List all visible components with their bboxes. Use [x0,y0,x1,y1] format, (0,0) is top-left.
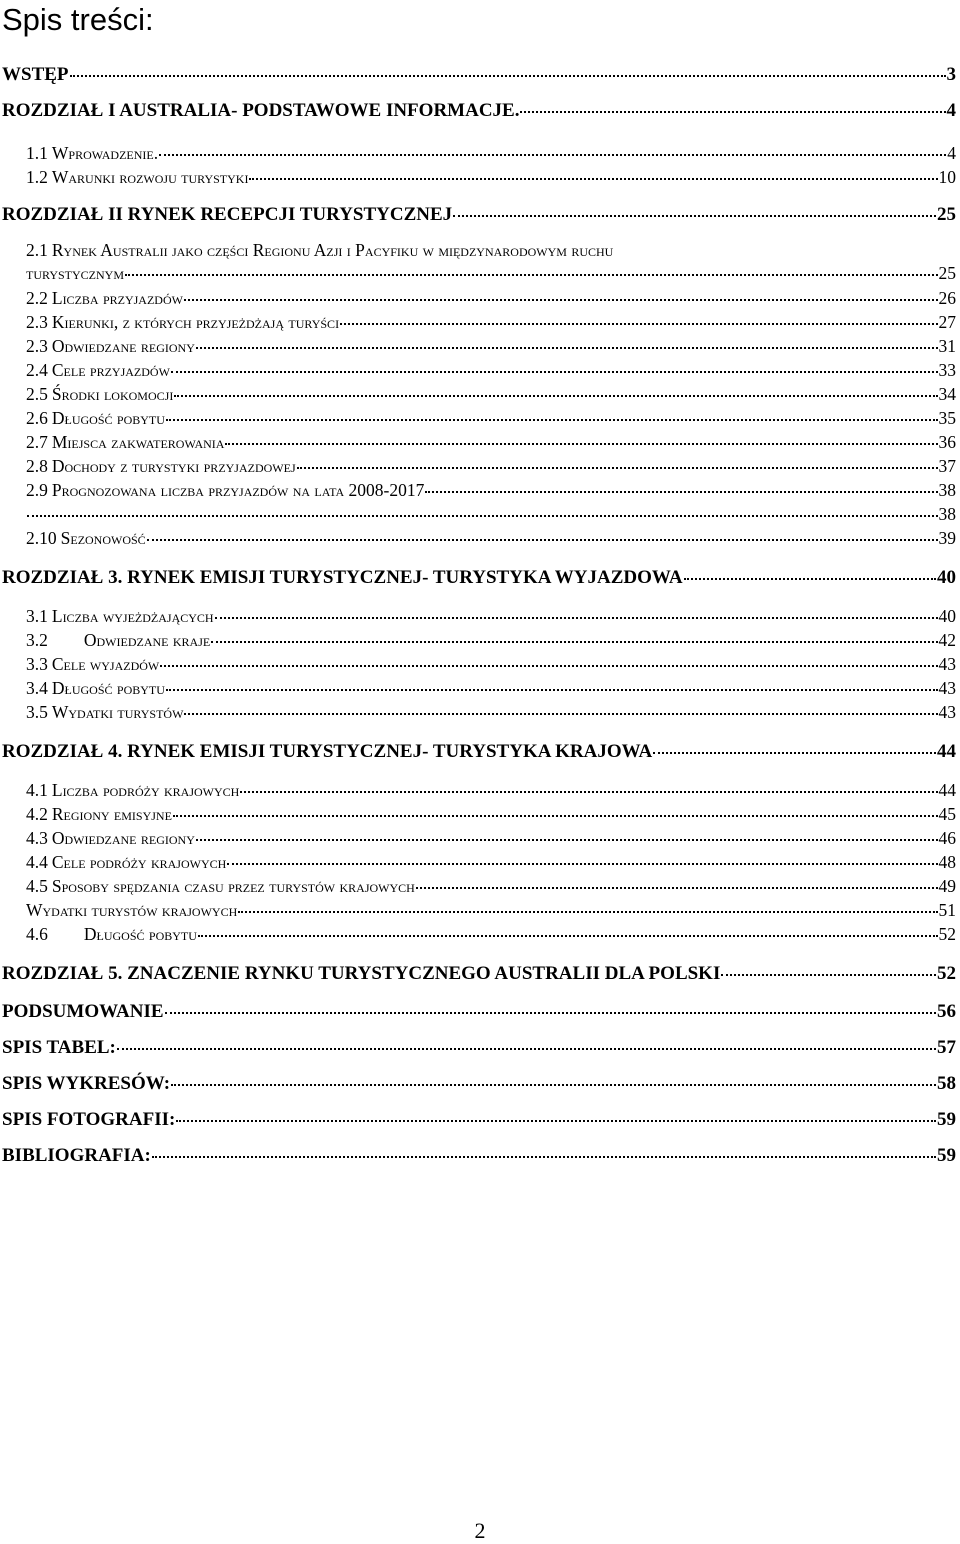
toc-entry[interactable] [26,240,956,261]
toc-entry-text: Kierunki, z których przyjeżdżają turyści [51,312,340,332]
toc-entry-label [26,360,170,381]
dot-leader [425,491,937,493]
toc-entry-number: 1.1 [26,143,48,163]
toc-entry-text: Wydatki turystów krajowych [26,900,238,920]
toc-entry[interactable] [26,606,956,627]
toc-entry[interactable] [26,384,956,405]
toc-entry[interactable] [2,741,956,763]
toc-entry-number: 4.5 [26,876,48,896]
toc-entry-text: Liczba przyjazdów [51,288,183,308]
toc-entry-page: 49 [938,876,956,896]
toc-entry-page: 35 [938,408,956,428]
toc-entry-label [26,630,210,651]
toc-entry[interactable] [26,852,956,873]
toc-entry-number: 1.2 [26,167,48,187]
toc-entry-text: Długość pobytu [83,924,197,944]
toc-entry[interactable] [26,312,956,333]
toc-entry-number: 2.6 [26,408,48,428]
toc-entry-label [2,64,69,86]
toc-entry[interactable] [26,900,956,921]
toc-entry[interactable] [26,630,956,651]
toc-entry-label [2,1073,170,1095]
toc-entry-number: 2.10 [26,528,57,548]
toc-entry[interactable] [26,876,956,897]
toc-entry-text: ROZDZIAŁ 3. RYNEK EMISJI TURYSTYCZNEJ- TURYSTYKA WYJAZDOWA [2,567,683,588]
toc-entry-page: 40 [938,606,956,626]
toc-entry-label [2,1109,175,1131]
toc-entry-text: ROZDZIAŁ 5. ZNACZENIE RYNKU TURYSTYCZNEGO AUSTRALII DLA POLSKI [2,963,721,984]
toc-entry-number: 3.5 [26,702,48,722]
toc-entry[interactable] [2,1145,956,1167]
toc-entry[interactable] [26,288,956,309]
toc-entry-text: Miejsca zakwaterowania [51,432,225,452]
dot-leader [176,1120,936,1122]
toc-entry-label [2,1145,151,1167]
toc-entry-number: 2.4 [26,360,48,380]
dot-leader [225,443,937,445]
toc-entry-label [2,567,683,589]
toc-entry-page: 52 [937,963,956,984]
toc-entry-number: 2.7 [26,432,48,452]
toc-entry[interactable] [2,204,956,226]
toc-entry-number: 2.5 [26,384,48,404]
toc-entry-page: 57 [937,1037,956,1058]
dot-leader [117,1048,936,1050]
toc-entry-text: Długość pobytu [51,408,165,428]
toc-entry-text: SPIS TABEL: [2,1037,116,1058]
toc-entry-label [26,678,165,699]
toc-entry-number: 2.1 [26,240,48,260]
dot-leader [240,791,937,793]
dot-leader [196,839,938,841]
dot-leader [160,665,937,667]
toc-entry-page: 46 [938,828,956,848]
toc-entry-page: 33 [938,360,956,380]
toc-entry-page: 58 [937,1073,956,1094]
toc-entry-label [26,702,183,723]
toc-entry-number: 2.3 [26,312,48,332]
toc-entry-number: 3.2 [26,630,48,650]
dot-leader [453,215,936,217]
dot-leader [159,154,946,156]
toc-entry-text: Rynek Australii jako części Regionu Azji i Pacyfiku w międzynarodowym ruchu [51,240,614,260]
toc-entry-page: 51 [938,900,956,920]
toc-entry-page: 4 [946,100,956,121]
toc-entry-number: 2.8 [26,456,48,476]
toc-entry[interactable] [2,1001,956,1023]
toc-entry-page: 38 [938,504,956,524]
dot-leader [211,641,937,643]
toc-entry-text: Warunki rozwoju turystyki [51,167,249,187]
toc-entry-number: 2.2 [26,288,48,308]
toc-entry[interactable] [26,263,956,284]
toc-entry-page: 31 [938,336,956,356]
toc-entry[interactable] [26,678,956,699]
toc-entry[interactable] [26,528,956,549]
toc-entry-page: 48 [938,852,956,872]
toc-entry[interactable] [2,64,956,86]
dot-leader [297,467,938,469]
toc-entry-page: 43 [938,654,956,674]
toc-entry-label [26,432,224,453]
dot-leader [227,863,937,865]
toc-entry-label [2,963,720,985]
toc-entry-text: Odwiedzane kraje [83,630,211,650]
toc-entry[interactable] [2,1109,956,1131]
toc-entry-page: 3 [946,64,956,85]
toc-entry[interactable] [2,1037,956,1059]
toc-entry-page: 45 [938,804,956,824]
toc-entry-label [26,528,146,549]
toc-entry[interactable] [26,432,956,453]
toc-entry-page: 37 [938,456,956,476]
toc-entry-label [2,1037,116,1059]
toc-entry[interactable] [26,143,956,164]
toc-entry[interactable] [26,654,956,675]
toc-entry-label [26,143,158,164]
dot-leader [653,752,936,754]
dot-leader [165,1012,936,1014]
dot-leader [416,887,938,889]
dot-leader [171,371,938,373]
toc-entry-number: 4.1 [26,780,48,800]
toc-entry-text: Cele podróży krajowych [51,852,227,872]
toc-entry-text: Sposoby spędzania czasu przez turystów krajowych [51,876,415,896]
toc-entry-page: 36 [938,432,956,452]
toc-entry-label [26,780,239,801]
toc-entry-page: 26 [938,288,956,308]
toc-entry-text: Liczba wyjeżdżających [51,606,214,626]
toc-entry-page: 25 [938,263,956,283]
toc-entry[interactable] [26,336,956,357]
dot-leader [70,75,946,77]
toc-entry[interactable] [26,408,956,429]
toc-entry-label [26,263,124,284]
toc-entry-page: 40 [937,567,956,588]
toc-entry-number: 3.4 [26,678,48,698]
toc-entry[interactable] [26,360,956,381]
toc-entry-number: 4.6 [26,924,48,944]
toc-entry-number: 4.3 [26,828,48,848]
toc-entry-label [26,312,339,333]
toc-entry-label [26,804,172,825]
toc-entry-page: 38 [938,480,956,500]
toc-entry-page: 10 [938,167,956,187]
toc-entry[interactable] [26,702,956,723]
toc-entry-label [2,741,652,763]
toc-entry-label [2,204,452,226]
dot-leader [721,974,936,976]
toc-entry-text: Wprowadzenie. [51,143,159,163]
toc-entry-page: 44 [937,741,956,762]
dot-leader [27,515,938,517]
toc-entry-text: turystycznym [26,263,125,283]
toc-entry-number: 2.3 [26,336,48,356]
toc-entry-page: 43 [938,702,956,722]
dot-leader [196,347,938,349]
toc-entry-text: ROZDZIAŁ I AUSTRALIA- PODSTAWOWE INFORMACJE. [2,100,520,121]
toc-entry[interactable] [26,804,956,825]
toc-entry-label [26,408,165,429]
toc-entry-label [2,100,519,122]
toc-entry-text: Długość pobytu [51,678,165,698]
toc-entry-text: BIBLIOGRAFIA: [2,1145,151,1166]
toc-entry-text: Prognozowana liczba przyjazdów na lata 2008-2017 [51,480,425,500]
toc-entry-page: 34 [938,384,956,404]
dot-leader [173,815,938,817]
toc-entry-text: Regiony emisyjne [51,804,172,824]
toc-entry[interactable] [26,456,956,477]
toc-entry[interactable] [26,780,956,801]
toc-entry-label [26,288,183,309]
toc-entry-number: 4.4 [26,852,48,872]
toc-entry-label [26,852,226,873]
toc-entry-text: ROZDZIAŁ 4. RYNEK EMISJI TURYSTYCZNEJ- TURYSTYKA KRAJOWA [2,741,653,762]
dot-leader [184,713,937,715]
page-number: 2 [474,1518,486,1543]
toc-entry-label [26,924,197,945]
dot-leader [249,178,937,180]
toc-entry[interactable] [26,504,956,525]
toc-entry-number: 3.3 [26,654,48,674]
dot-leader [166,689,938,691]
toc-entry-label [26,456,296,477]
toc-entry-label [26,654,159,675]
toc-entry-label [26,900,237,921]
toc-entry-page: 56 [937,1001,956,1022]
page-title: Spis treści: [2,2,154,37]
toc-entry-page: 43 [938,678,956,698]
toc-entry[interactable] [2,567,956,589]
toc-entry[interactable] [26,924,956,945]
toc-entry-text: Środki lokomocji [51,384,174,404]
dot-leader [174,395,937,397]
dot-leader [125,274,937,276]
dot-leader [171,1084,936,1086]
toc-entry-label [2,1001,164,1023]
toc-entry-label [26,167,248,188]
toc-entry-text: Odwiedzane regiony [51,336,195,356]
toc-entry-label [26,336,195,357]
toc-entry-text: WSTĘP [2,64,69,85]
toc-entry-text: Wydatki turystów [51,702,184,722]
toc-entry-page: 27 [938,312,956,332]
dot-leader [340,323,937,325]
toc-entry[interactable] [2,1073,956,1095]
toc-entry-label [26,828,195,849]
toc-entry[interactable] [26,828,956,849]
toc-entry-page: 25 [937,204,956,225]
toc-entry-label [26,240,613,261]
toc-entry-text: ROZDZIAŁ II RYNEK RECEPCJI TURYSTYCZNEJ [2,204,453,225]
toc-entry-text: Sezonowość [60,528,146,548]
toc-entry-label [26,384,173,405]
toc-entry-page: 52 [938,924,956,944]
toc-entry-page: 59 [937,1109,956,1130]
toc-entry-page: 44 [938,780,956,800]
toc-entry-label [26,606,214,627]
dot-leader [184,299,938,301]
dot-leader [215,617,938,619]
toc-entry-number: 2.9 [26,480,48,500]
dot-leader [684,578,936,580]
toc-entry[interactable] [26,167,956,188]
toc-entry-text: Liczba podróży krajowych [51,780,240,800]
toc-entry-text: SPIS FOTOGRAFII: [2,1109,176,1130]
toc-entry-label [26,480,424,501]
toc-entry[interactable] [2,100,956,122]
toc-entry[interactable] [2,963,956,985]
toc-entry-label [26,876,415,897]
toc-entry-text: Dochody z turystyki przyjazdowej [51,456,296,476]
toc-entry-text: Cele wyjazdów [51,654,160,674]
dot-leader [520,111,945,113]
dot-leader [152,1156,936,1158]
toc-entry-page: 4 [947,143,956,163]
toc-entry-text: PODSUMOWANIE [2,1001,164,1022]
toc-entry-page: 59 [937,1145,956,1166]
dot-leader [198,935,938,937]
toc-entry-number: 4.2 [26,804,48,824]
toc-entry-page: 39 [938,528,956,548]
toc-entry-text: Cele przyjazdów [51,360,170,380]
toc-entry-text: SPIS WYKRESÓW: [2,1073,171,1094]
toc-entry-page: 42 [938,630,956,650]
dot-leader [238,911,937,913]
toc-entry[interactable] [26,480,956,501]
toc-entry-text: Odwiedzane regiony [51,828,195,848]
dot-leader [147,539,938,541]
dot-leader [166,419,938,421]
toc-entry-number: 3.1 [26,606,48,626]
